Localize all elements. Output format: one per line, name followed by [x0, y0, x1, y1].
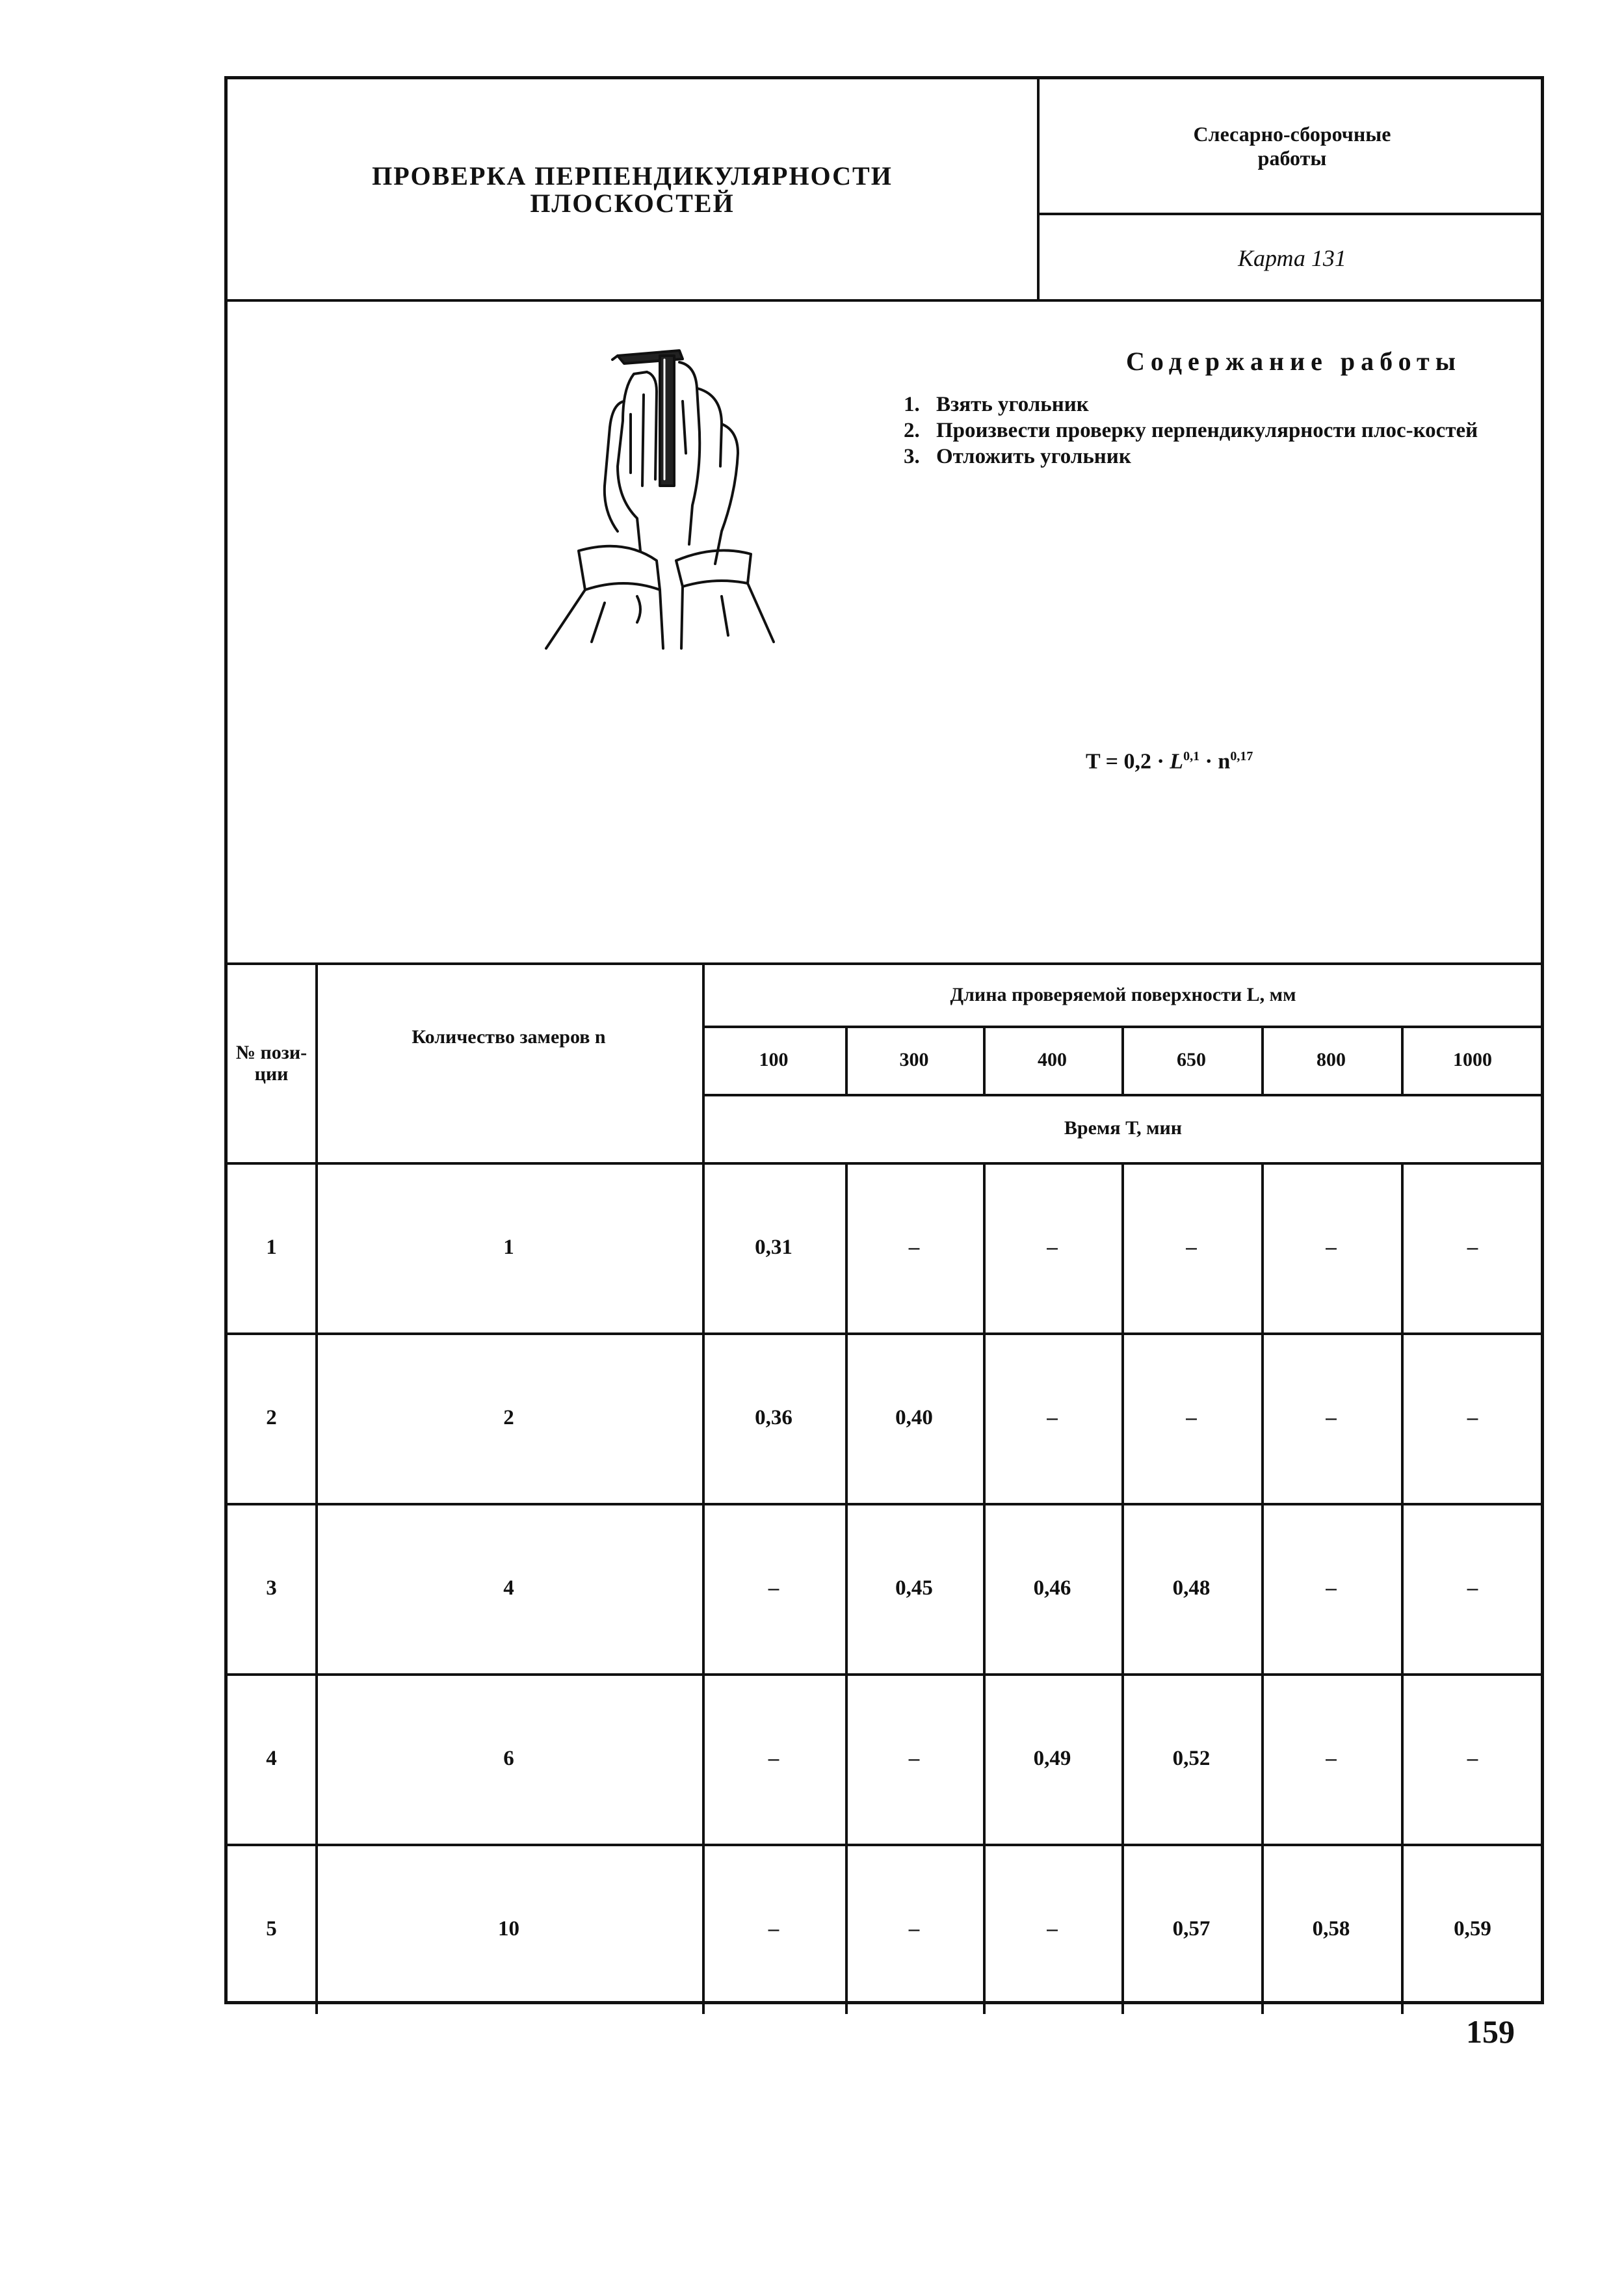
- table-cell-count: 1: [503, 1235, 514, 1259]
- table-cell-count: 4: [503, 1576, 514, 1600]
- table-cell-position: 3: [266, 1576, 277, 1600]
- length-value: 100: [759, 1049, 789, 1070]
- table-cell-time: 0,57: [1172, 1916, 1211, 1941]
- table-cell-time: 0,59: [1454, 1916, 1491, 1941]
- column-header-count: Количество замеров n: [412, 1026, 606, 1048]
- table-cell-time: 0,48: [1172, 1576, 1211, 1600]
- column-header-length: Длина проверяемой поверхности L, мм: [950, 984, 1296, 1005]
- list-item: [904, 391, 1528, 418]
- table-cell-time: –: [908, 1746, 920, 1770]
- table-cell-time: 0,31: [755, 1235, 792, 1259]
- list-item: [904, 444, 1528, 470]
- step-text: Произвести проверку перпендикулярности плос-костей: [936, 419, 1478, 442]
- length-value: 300: [899, 1049, 929, 1070]
- table-cell-time: –: [908, 1916, 920, 1941]
- column-header-position: № пози-ции: [235, 1041, 308, 1085]
- formula-exponent: 0,1: [1183, 749, 1200, 763]
- page-number: 159: [1466, 2013, 1515, 2050]
- content-heading: Содержание работы: [1126, 347, 1461, 376]
- table-cell-time: 0,40: [895, 1405, 933, 1429]
- length-value: 1000: [1453, 1049, 1492, 1070]
- category-line: Слесарно-сборочные: [1193, 122, 1391, 146]
- table-cell-time: –: [1326, 1576, 1337, 1600]
- table-cell-position: 4: [266, 1746, 277, 1770]
- list-item: [904, 418, 1528, 444]
- table-cell-time: 0,45: [895, 1576, 933, 1600]
- header-divider: [1037, 213, 1544, 215]
- table-cell-position: 2: [266, 1405, 277, 1429]
- table-cell-time: 0,36: [755, 1405, 792, 1429]
- hands-holding-square-icon: [527, 336, 787, 655]
- title-line: ПЛОСКОСТЕЙ: [530, 189, 735, 218]
- card-sheet: [224, 76, 1544, 2004]
- table-cell-time: –: [1186, 1405, 1197, 1429]
- table-cell-count: 2: [503, 1405, 514, 1429]
- formula-L: L: [1170, 749, 1184, 774]
- table-cell-time: –: [1467, 1235, 1478, 1259]
- table-cell-count: 6: [503, 1746, 514, 1770]
- step-number: 1.: [904, 393, 920, 416]
- time-formula: [1086, 749, 1253, 774]
- table-cell-time: –: [768, 1576, 779, 1600]
- category-line: работы: [1257, 146, 1327, 170]
- table-cell-time: –: [1326, 1746, 1337, 1770]
- step-text: Взять угольник: [936, 393, 1089, 416]
- table-cell-time: –: [768, 1746, 779, 1770]
- length-value: 400: [1038, 1049, 1067, 1070]
- table-cell-time: 0,52: [1172, 1746, 1211, 1770]
- table-cell-time: –: [1186, 1235, 1197, 1259]
- work-steps-list: [904, 391, 1528, 470]
- step-text: Отложить угольник: [936, 445, 1131, 468]
- table-cell-time: 0,58: [1312, 1916, 1350, 1941]
- table-cell-time: –: [1467, 1405, 1478, 1429]
- length-value: 650: [1177, 1049, 1206, 1070]
- table-cell-position: 5: [266, 1916, 277, 1941]
- column-header-time: Время Т, мин: [1064, 1117, 1183, 1139]
- table-cell-time: 0,49: [1033, 1746, 1071, 1770]
- formula-n: · n: [1199, 749, 1231, 774]
- step-number: 3.: [904, 445, 920, 468]
- length-value: 800: [1316, 1049, 1346, 1070]
- table-cell-position: 1: [266, 1235, 277, 1259]
- table-cell-time: –: [1047, 1405, 1058, 1429]
- table-cell-time: –: [1467, 1746, 1478, 1770]
- table-cell-time: –: [1326, 1235, 1337, 1259]
- table-cell-time: –: [908, 1235, 920, 1259]
- step-number: 2.: [904, 419, 920, 442]
- table-cell-count: 10: [498, 1916, 519, 1941]
- page-title: [228, 79, 1037, 300]
- formula-lead: T = 0,2 ·: [1086, 749, 1170, 774]
- table-cell-time: –: [1326, 1405, 1337, 1429]
- formula-exponent: 0,17: [1230, 749, 1253, 763]
- table-cell-time: –: [768, 1916, 779, 1941]
- table-cell-time: –: [1047, 1235, 1058, 1259]
- header-divider: [1037, 79, 1040, 300]
- table-cell-time: –: [1467, 1576, 1478, 1600]
- table-cell-time: –: [1047, 1916, 1058, 1941]
- table-cell-time: 0,46: [1033, 1576, 1071, 1600]
- card-number: Карта 131: [1238, 245, 1346, 271]
- work-category: [1040, 79, 1544, 213]
- title-line: ПРОВЕРКА ПЕРПЕНДИКУЛЯРНОСТИ: [372, 161, 893, 191]
